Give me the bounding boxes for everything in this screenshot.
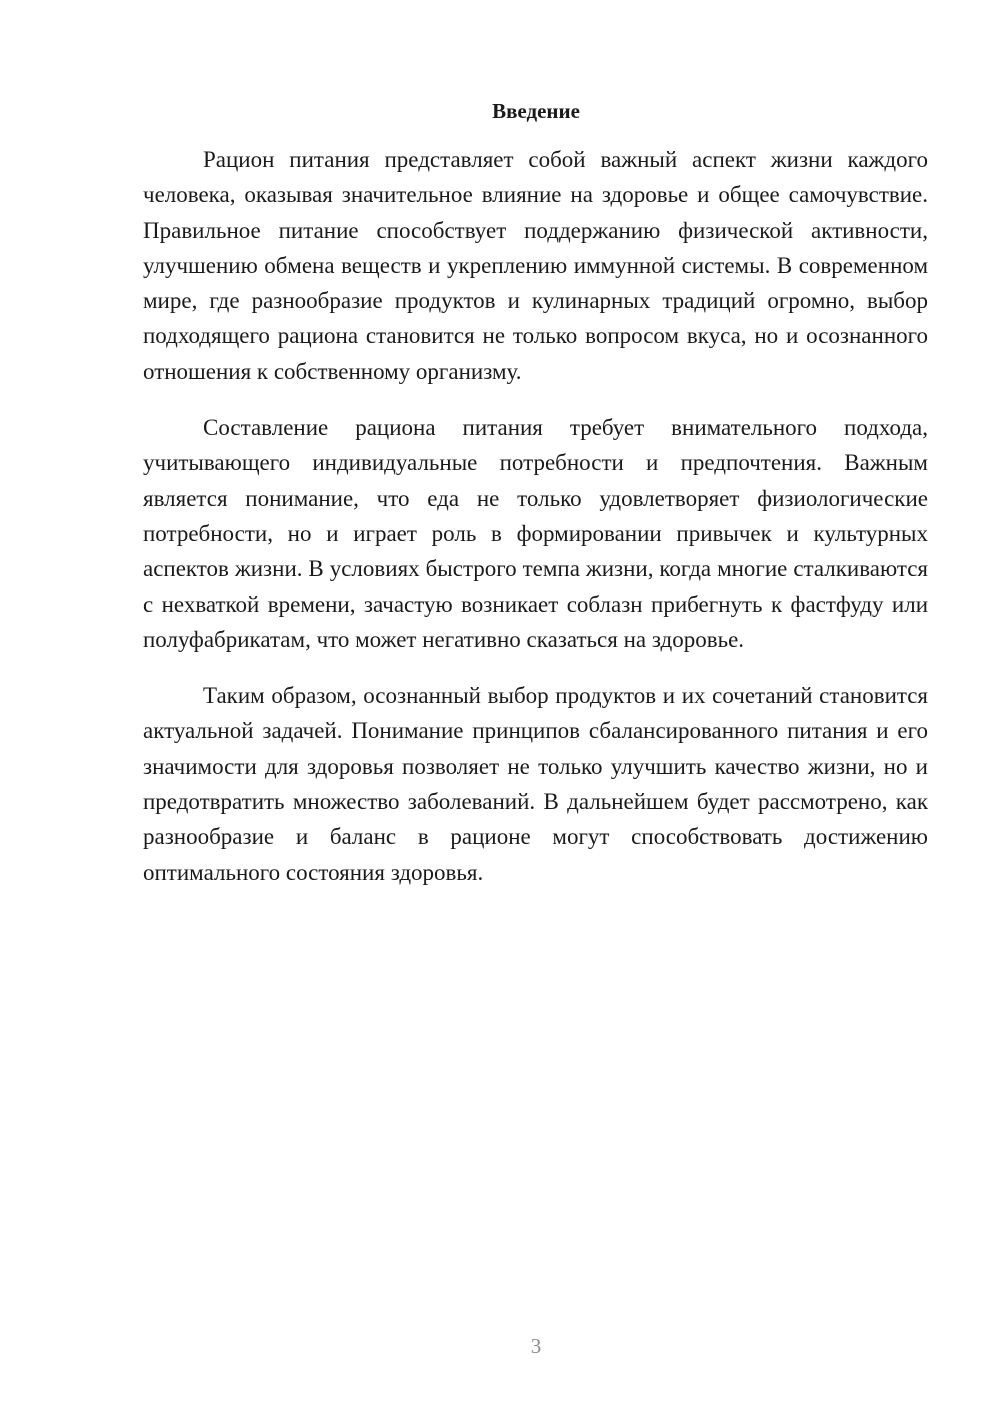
section-heading: Введение [492, 99, 580, 123]
paragraph-2: Составление рациона питания требует внимательного подхода, учитывающего индивидуальные потребности и предпочтения. Важным является понимание, что еда не только удовлетворяет физиологические потребности, но и играет роль в формировании привычек и культурных аспектов жизни. В условиях быстрого темпа жизни, когда многие сталкиваются с нехваткой времени, зачастую возникает соблазн прибегнуть к фастфуду или полуфабрикатам, что может негативно сказаться на здоровье. [143, 415, 928, 652]
body-text [143, 142, 928, 911]
paragraph-3: Таким образом, осознанный выбор продуктов и их сочетаний становится актуальной задачей. Понимание принципов сбалансированного питания и его значимости для здоровья позволяет не только улучшить качество жизни, но и предотвратить множество заболеваний. В дальнейшем будет рассмотрено, как разнообразие и баланс в рационе могут способствовать достижению оптимального состояния здоровья. [143, 683, 928, 885]
paragraph-1: Рацион питания представляет собой важный аспект жизни каждого человека, оказывая значительное влияние на здоровье и общее самочувствие. Правильное питание способствует поддержанию физической активности, улучшению обмена веществ и укреплению иммунной системы. В современном мире, где разнообразие продуктов и кулинарных традиций огромно, выбор подходящего рациона становится не только вопросом вкуса, но и осознанного отношения к собственному организму. [143, 147, 928, 384]
page-number: 3 [530, 1334, 542, 1358]
